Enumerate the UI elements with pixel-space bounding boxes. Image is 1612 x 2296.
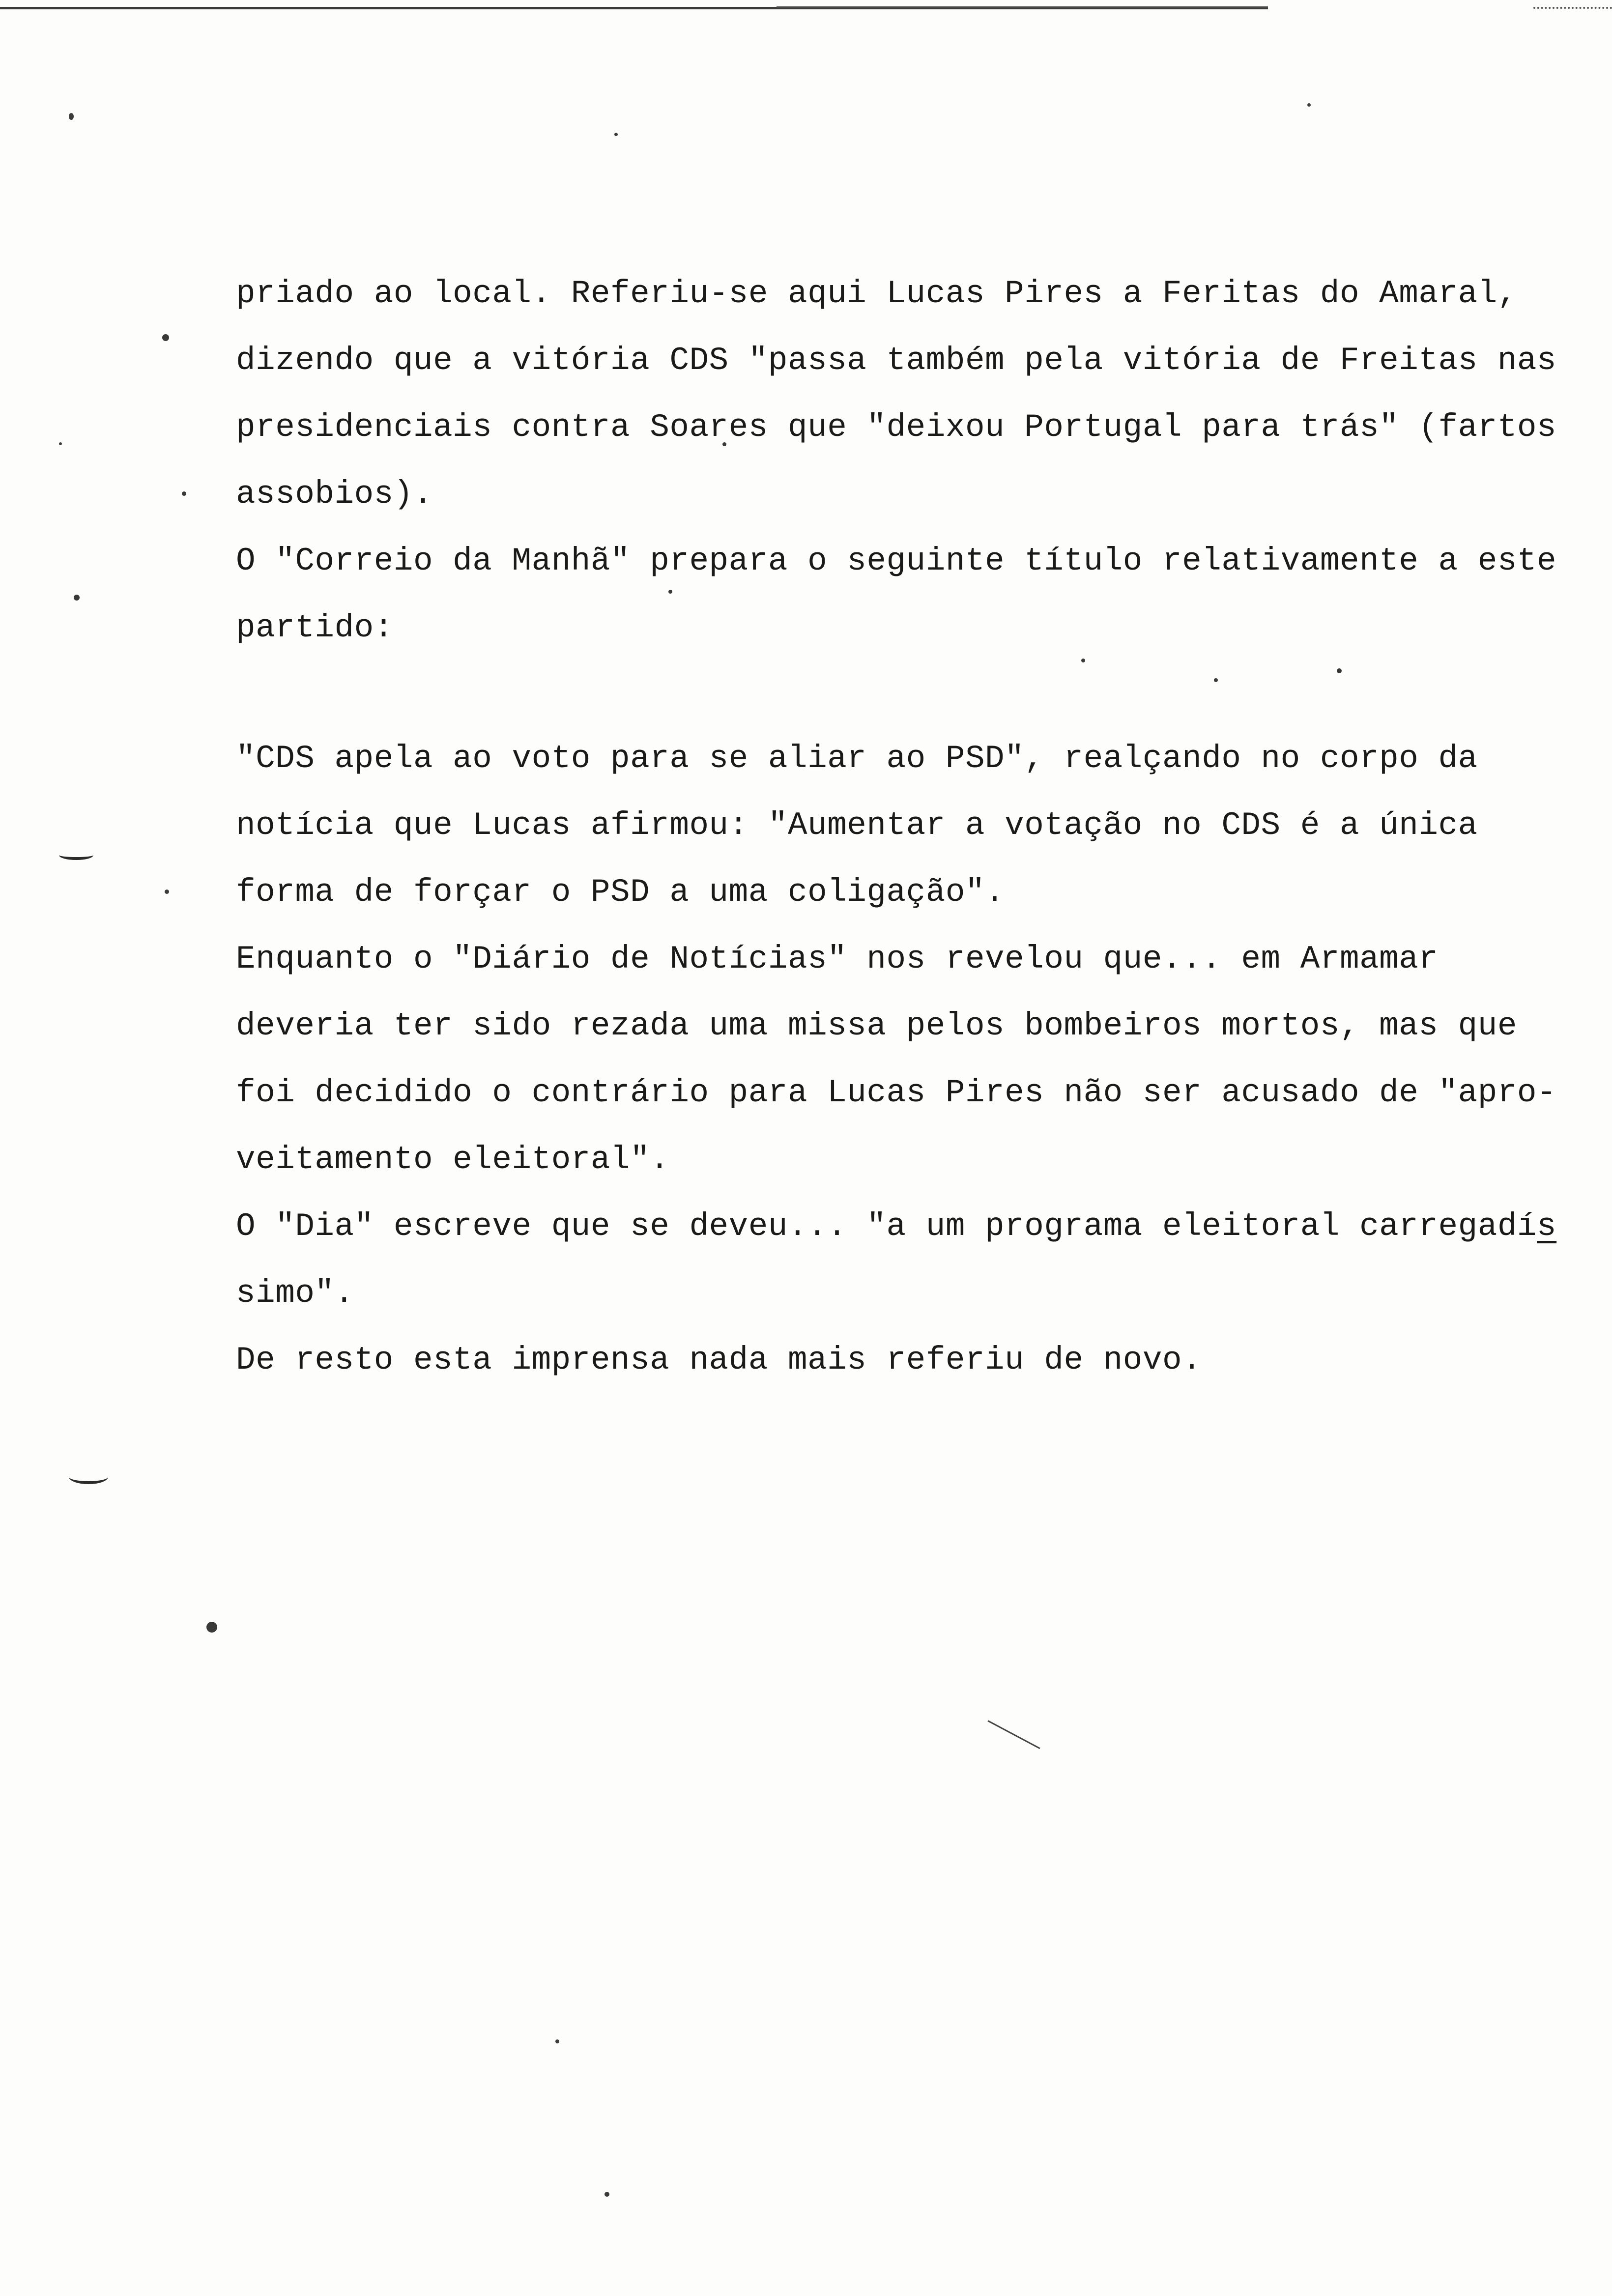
text-line: presidenciais contra Soares que "deixou Portugal para trás" (fartos xyxy=(236,409,1557,446)
margin-mark xyxy=(59,850,93,860)
top-border-dashes xyxy=(1533,7,1612,9)
text-line: Enquanto o "Diário de Notícias" nos revelou que... em Armamar xyxy=(236,941,1439,977)
text-line-main: O "Dia" escreve que se deveu... "a um programa eleitoral carregadí xyxy=(236,1208,1537,1245)
scan-speck xyxy=(69,113,74,120)
scan-speck xyxy=(604,2192,609,2197)
text-line: assobios). xyxy=(236,476,433,513)
scan-blot xyxy=(206,1622,217,1633)
text-line xyxy=(236,1193,1592,1260)
text-line: deveria ter sido rezada uma missa pelos bombeiros mortos, mas que xyxy=(236,1007,1517,1044)
text-line: partido: xyxy=(236,609,394,646)
scan-speck xyxy=(1307,103,1311,107)
top-border-shadow xyxy=(777,6,1268,7)
scan-speck xyxy=(165,890,169,894)
text-line: veitamento eleitoral". xyxy=(236,1141,670,1178)
text-line: notícia que Lucas afirmou: "Aumentar a votação no CDS é a única xyxy=(236,807,1478,844)
text-line: forma de forçar o PSD a uma coligação". xyxy=(236,874,1005,911)
scan-speck xyxy=(555,2039,559,2043)
scan-speck xyxy=(74,595,80,601)
document-body xyxy=(236,260,1592,1394)
text-line: foi decidido o contrário para Lucas Pires não ser acusado de "apro- xyxy=(236,1074,1557,1111)
underlined-letter: s xyxy=(1537,1208,1557,1245)
scan-speck xyxy=(162,334,169,341)
stray-stroke xyxy=(987,1720,1040,1749)
text-line: priado ao local. Referiu-se aqui Lucas Pires a Feritas do Amaral, xyxy=(236,275,1517,312)
margin-mark xyxy=(69,1469,108,1484)
scan-speck xyxy=(59,442,62,445)
text-line: O "Correio da Manhã" prepara o seguinte título relativamente a este xyxy=(236,543,1557,579)
text-line: "CDS apela ao voto para se aliar ao PSD", realçando no corpo da xyxy=(236,740,1478,777)
scan-speck xyxy=(182,491,186,496)
text-line: simo". xyxy=(236,1275,354,1312)
text-line: dizendo que a vitória CDS "passa também pela vitória de Freitas nas xyxy=(236,342,1557,379)
text-line: De resto esta imprensa nada mais referiu de novo. xyxy=(236,1342,1202,1378)
scan-speck xyxy=(614,133,618,136)
